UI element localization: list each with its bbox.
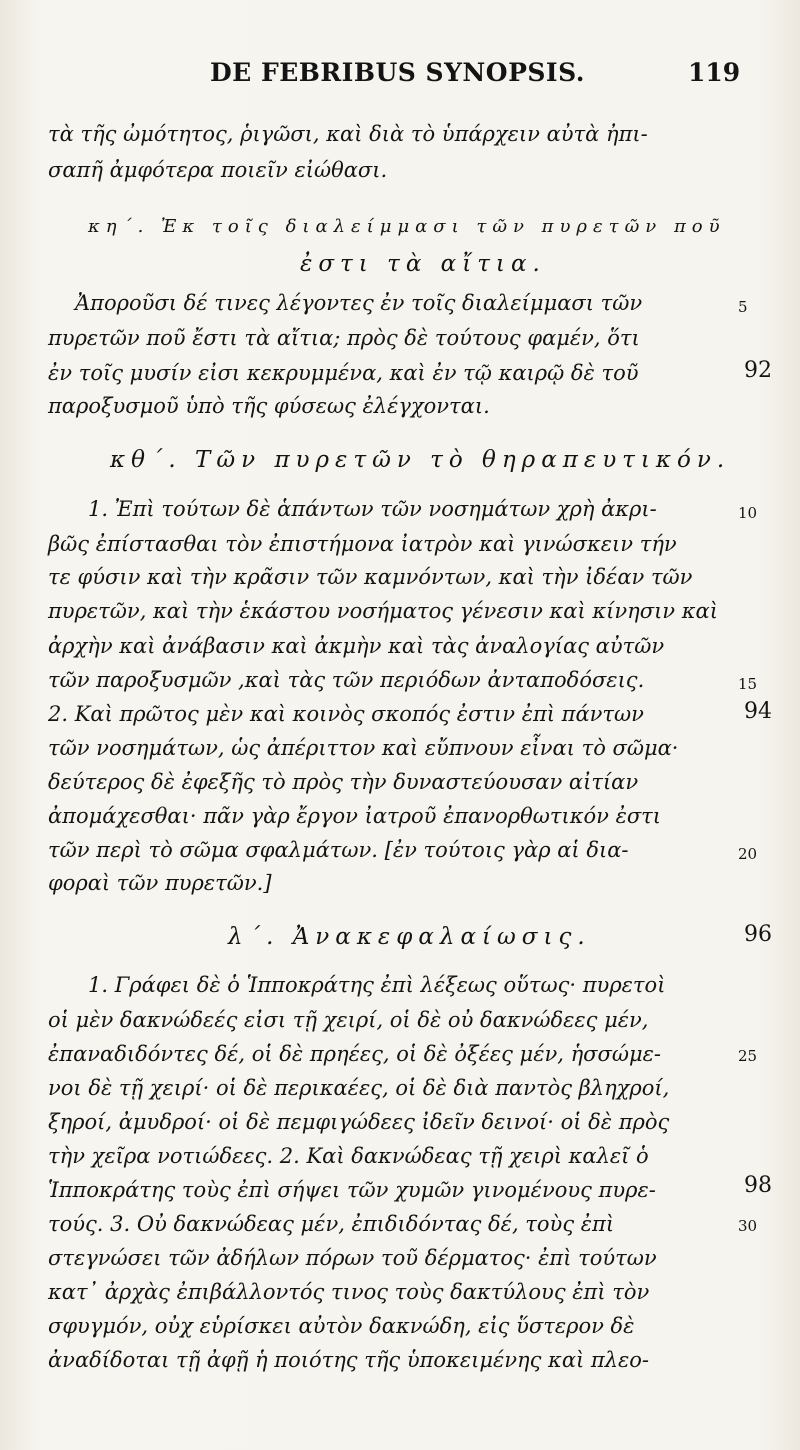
margin-page-ref: 96 xyxy=(744,922,772,947)
margin-line-number: 15 xyxy=(738,675,758,693)
margin-line-number: 5 xyxy=(738,298,748,316)
text-line: τὴν χεῖρα νοτιώδεες. 2. Καὶ δακνώδεας τῇ χειρὶ καλεῖ ὁ xyxy=(48,1144,649,1168)
text-line: βῶς ἐπίστασθαι τὸν ἐπιστήμονα ἰατρὸν καὶ γινώσκειν τήν xyxy=(48,532,677,556)
text-line: ἐπαναδιδόντες δέ, οἱ δὲ πρηέες, οἱ δὲ ὀξέες μέν, ἡσσώμε- xyxy=(48,1042,661,1066)
text-line: Ἀποροῦσι δέ τινες λέγοντες ἐν τοῖς διαλείμμασι τῶν xyxy=(75,291,643,315)
text-line: ἀρχὴν καὶ ἀνάβασιν καὶ ἀκμὴν καὶ τὰς ἀναλογίας αὐτῶν xyxy=(48,634,665,658)
margin-line-number: 10 xyxy=(738,504,758,522)
text-line: πυρετῶν ποῦ ἔστι τὰ αἴτια; πρὸς δὲ τούτους φαμέν, ὅτι xyxy=(48,326,640,350)
margin-page-ref: 92 xyxy=(744,358,772,383)
text-line: τούς. 3. Οὐ δακνώδεας μέν, ἐπιδιδόντας δέ, τοὺς ἐπὶ xyxy=(48,1212,615,1236)
margin-line-number: 25 xyxy=(738,1047,758,1065)
text-line: ἐν τοῖς μυσίν εἰσι κεκρυμμένα, καὶ ἐν τῷ καιρῷ δὲ τοῦ xyxy=(48,361,639,385)
text-line: 2. Καὶ πρῶτος μὲν καὶ κοινὸς σκοπός ἐστιν ἐπὶ πάντων xyxy=(48,702,644,726)
section-heading-30: λ΄. Ἀνακεφαλαίωσις. xyxy=(228,924,591,950)
text-line: 1. Γράφει δὲ ὁ Ἱπποκράτης ἐπὶ λέξεως οὕτως· πυρετοὶ xyxy=(88,973,666,997)
text-line: τὰ τῆς ὠμότητος, ῥιγῶσι, καὶ διὰ τὸ ὑπάρχειν αὐτὰ ἠπι- xyxy=(48,122,648,146)
running-title: DE FEBRIBUS SYNOPSIS. xyxy=(210,58,585,87)
text-line: 1. Ἐπὶ τούτων δὲ ἁπάντων τῶν νοσημάτων χρὴ ἀκρι- xyxy=(88,497,657,521)
text-line: σφυγμόν, οὐχ εὑρίσκει αὐτὸν δακνώδη, εἰς ὕστερον δὲ xyxy=(48,1314,635,1338)
page-number: 119 xyxy=(688,58,741,87)
text-line: κατ᾽ ἀρχὰς ἐπιβάλλοντός τινος τοὺς δακτύλους ἐπὶ τὸν xyxy=(48,1280,650,1304)
text-line: πυρετῶν, καὶ τὴν ἑκάστου νοσήματος γένεσιν καὶ κίνησιν καὶ xyxy=(48,599,718,623)
margin-page-ref: 94 xyxy=(744,699,772,724)
margin-line-number: 30 xyxy=(738,1217,758,1235)
text-line: φοραὶ τῶν πυρετῶν.] xyxy=(48,871,272,895)
text-line: τῶν νοσημάτων, ὡς ἀπέριττον καὶ εὔπνουν εἶναι τὸ σῶμα· xyxy=(48,736,679,760)
text-line: τε φύσιν καὶ τὴν κρᾶσιν τῶν καμνόντων, καὶ τὴν ἰδέαν τῶν xyxy=(48,565,693,589)
text-line: στεγνώσει τῶν ἀδήλων πόρων τοῦ δέρματος· ἐπὶ τούτων xyxy=(48,1246,657,1270)
text-line: δεύτερος δὲ ἐφεξῆς τὸ πρὸς τὴν δυναστεύουσαν αἰτίαν xyxy=(48,770,639,794)
margin-page-ref: 98 xyxy=(744,1173,772,1198)
text-line: ξηροί, ἀμυδροί· οἱ δὲ πεμφιγώδεες ἰδεῖν δεινοί· οἱ δὲ πρὸς xyxy=(48,1110,670,1134)
margin-line-number: 20 xyxy=(738,845,758,863)
text-line: Ἱπποκράτης τοὺς ἐπὶ σήψει τῶν χυμῶν γινομένους πυρε- xyxy=(48,1178,656,1202)
section-heading-28: κη΄. Ἐκ τοῖς διαλείμμασι τῶν πυρετῶν ποῦ xyxy=(88,216,726,237)
text-line: ἀναδίδοται τῇ ἀφῇ ἡ ποιότης τῆς ὑποκειμένης καὶ πλεο- xyxy=(48,1348,650,1372)
section-heading-29: κθ΄. Τῶν πυρετῶν τὸ θηραπευτικόν. xyxy=(110,447,731,473)
text-line: οἱ μὲν δακνώδεές εἰσι τῇ χειρί, οἱ δὲ οὐ δακνώδεες μέν, xyxy=(48,1008,649,1032)
section-heading-28-cont: ἐστι τὰ αἴτια. xyxy=(300,251,546,277)
text-line: παροξυσμοῦ ὑπὸ τῆς φύσεως ἐλέγχονται. xyxy=(48,394,490,418)
text-line: σαπῆ ἀμφότερα ποιεῖν εἰώθασι. xyxy=(48,158,388,182)
text-line: ἀπομάχεσθαι· πᾶν γὰρ ἔργον ἰατροῦ ἐπανορθωτικόν ἐστι xyxy=(48,804,662,828)
text-line: τῶν περὶ τὸ σῶμα σφαλμάτων. [ἐν τούτοις γὰρ αἱ δια- xyxy=(48,838,629,862)
text-line: νοι δὲ τῇ χειρί· οἱ δὲ περικαέες, οἱ δὲ διὰ παντὸς βληχροί, xyxy=(48,1076,670,1100)
text-line: τῶν παροξυσμῶν ,καὶ τὰς τῶν περιόδων ἀνταποδόσεις. xyxy=(48,668,645,692)
